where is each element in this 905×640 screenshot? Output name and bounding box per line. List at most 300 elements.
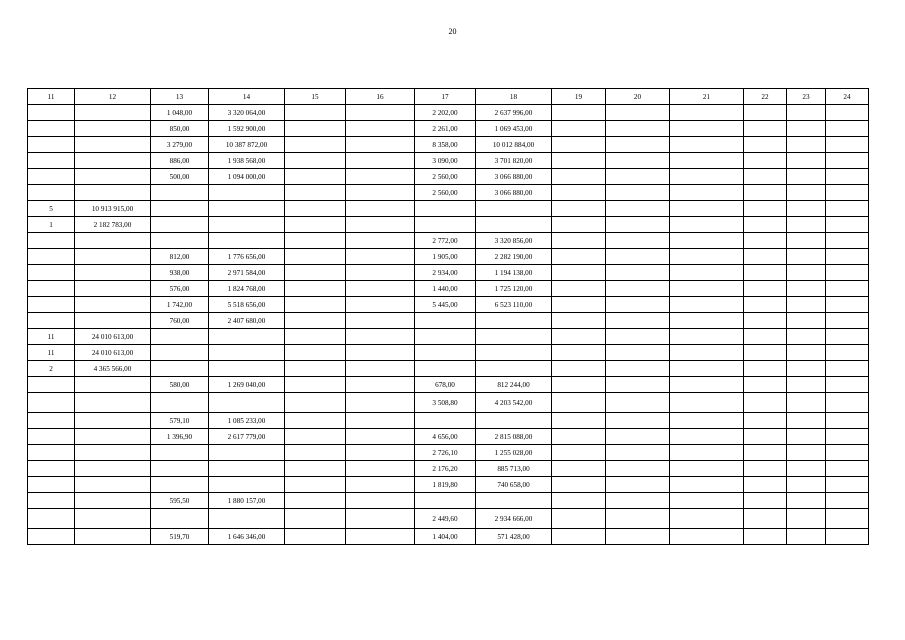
table-cell: 2 726,10 [415, 445, 476, 461]
table-cell: 1 085 233,00 [209, 413, 285, 429]
table-cell: 2 176,20 [415, 461, 476, 477]
table-row [28, 477, 869, 493]
table-cell [744, 121, 787, 137]
table-cell [787, 121, 826, 137]
table-cell [826, 281, 869, 297]
table-cell: 1 194 138,00 [476, 265, 552, 281]
table-row [28, 297, 869, 313]
table-cell [346, 313, 415, 329]
table-cell: 1 269 040,00 [209, 377, 285, 393]
table-cell: 11 [28, 345, 75, 361]
table-cell [75, 281, 151, 297]
table-cell [552, 121, 606, 137]
table-cell: 576,00 [151, 281, 209, 297]
table-cell: 812 244,00 [476, 377, 552, 393]
table-cell [826, 265, 869, 281]
table-cell: 1 824 768,00 [209, 281, 285, 297]
table-cell: 2 182 783,00 [75, 217, 151, 233]
table-cell: 5 445,00 [415, 297, 476, 313]
table-cell [744, 313, 787, 329]
table-cell: 1 776 656,00 [209, 249, 285, 265]
table-row [28, 361, 869, 377]
table-cell [552, 509, 606, 529]
table-cell: 2 815 088,00 [476, 429, 552, 445]
table-cell [744, 217, 787, 233]
table-cell [787, 461, 826, 477]
table-cell [826, 169, 869, 185]
table-cell [346, 509, 415, 529]
table-cell [787, 313, 826, 329]
table-cell [346, 477, 415, 493]
table-cell [787, 493, 826, 509]
table-cell: 1 [28, 217, 75, 233]
table-cell [787, 445, 826, 461]
table-cell [552, 297, 606, 313]
table-cell [606, 461, 670, 477]
table-cell [670, 445, 744, 461]
table-cell [285, 493, 346, 509]
table-cell [28, 265, 75, 281]
table-cell: 3 320 064,00 [209, 105, 285, 121]
table-cell [75, 313, 151, 329]
table-cell [826, 329, 869, 345]
table-cell [285, 429, 346, 445]
table-cell [209, 201, 285, 217]
table-cell [28, 169, 75, 185]
table-cell [28, 493, 75, 509]
table-cell [670, 249, 744, 265]
table-cell [285, 281, 346, 297]
table-cell [606, 329, 670, 345]
table-cell [670, 169, 744, 185]
table-cell [28, 461, 75, 477]
table-cell [826, 413, 869, 429]
table-cell [415, 313, 476, 329]
table-cell [151, 217, 209, 233]
table-cell [28, 249, 75, 265]
table-cell: 2 934 666,00 [476, 509, 552, 529]
table-cell [285, 361, 346, 377]
table-cell [346, 281, 415, 297]
table-cell: 11 [28, 329, 75, 345]
table-cell [826, 529, 869, 545]
table-cell [826, 377, 869, 393]
table-row [28, 529, 869, 545]
table-cell: 4 656,00 [415, 429, 476, 445]
table-cell [75, 477, 151, 493]
table-cell [552, 153, 606, 169]
table-cell [552, 281, 606, 297]
table-cell [75, 429, 151, 445]
table-cell [151, 445, 209, 461]
table-cell [75, 265, 151, 281]
table-cell [285, 313, 346, 329]
table-cell [606, 281, 670, 297]
table-cell [744, 493, 787, 509]
table-cell [285, 529, 346, 545]
table-cell [285, 169, 346, 185]
table-cell [415, 217, 476, 233]
table-cell: 1 905,00 [415, 249, 476, 265]
table-cell [346, 121, 415, 137]
table-cell [826, 137, 869, 153]
table-cell: 812,00 [151, 249, 209, 265]
table-cell [346, 529, 415, 545]
table-cell [787, 249, 826, 265]
table-cell [346, 217, 415, 233]
table-cell [209, 445, 285, 461]
table-cell [787, 105, 826, 121]
table-cell [552, 393, 606, 413]
column-header: 20 [606, 89, 670, 105]
table-cell [606, 377, 670, 393]
table-cell [606, 201, 670, 217]
table-cell [826, 153, 869, 169]
table-cell [476, 217, 552, 233]
table-cell [606, 169, 670, 185]
table-cell [346, 233, 415, 249]
table-cell [209, 345, 285, 361]
table-cell [28, 429, 75, 445]
column-header: 12 [75, 89, 151, 105]
table-cell [209, 393, 285, 413]
table-cell [744, 185, 787, 201]
table-cell: 10 012 884,00 [476, 137, 552, 153]
table-cell [151, 345, 209, 361]
table-cell [209, 329, 285, 345]
table-cell: 2 971 584,00 [209, 265, 285, 281]
table-row [28, 377, 869, 393]
table-cell [28, 297, 75, 313]
table-cell [285, 265, 346, 281]
table-cell: 5 [28, 201, 75, 217]
table-cell [787, 429, 826, 445]
table-cell [346, 377, 415, 393]
table-cell [670, 461, 744, 477]
table-cell [552, 445, 606, 461]
table-cell [415, 361, 476, 377]
table-cell [346, 329, 415, 345]
table-cell [552, 201, 606, 217]
table-cell [552, 313, 606, 329]
table-row [28, 105, 869, 121]
table-cell: 3 090,00 [415, 153, 476, 169]
column-header: 24 [826, 89, 869, 105]
table-cell [151, 233, 209, 249]
table-cell [670, 217, 744, 233]
table-cell [670, 265, 744, 281]
table-cell [787, 377, 826, 393]
column-header: 21 [670, 89, 744, 105]
table-cell: 8 358,00 [415, 137, 476, 153]
table-cell: 2 560,00 [415, 185, 476, 201]
table-cell [670, 105, 744, 121]
table-cell [346, 105, 415, 121]
table-cell [670, 345, 744, 361]
table-cell [552, 429, 606, 445]
column-header: 16 [346, 89, 415, 105]
table-cell [744, 413, 787, 429]
table-cell [787, 153, 826, 169]
table-cell [670, 413, 744, 429]
table-cell [744, 265, 787, 281]
table-cell [826, 445, 869, 461]
table-cell [670, 185, 744, 201]
table-cell [75, 185, 151, 201]
table-cell: 1 938 568,00 [209, 153, 285, 169]
table-cell [787, 361, 826, 377]
table-cell [670, 329, 744, 345]
table-cell [285, 153, 346, 169]
table-cell [415, 329, 476, 345]
table-cell [606, 297, 670, 313]
table-cell [285, 297, 346, 313]
table-cell [787, 233, 826, 249]
table-cell: 5 518 656,00 [209, 297, 285, 313]
table-cell [670, 361, 744, 377]
table-cell [670, 233, 744, 249]
table-cell [606, 429, 670, 445]
table-cell [28, 137, 75, 153]
table-cell [606, 249, 670, 265]
table-cell: 2 202,00 [415, 105, 476, 121]
table-cell [670, 281, 744, 297]
table-row [28, 413, 869, 429]
table-cell [28, 529, 75, 545]
table-cell [670, 493, 744, 509]
table-cell [28, 105, 75, 121]
table-cell [552, 461, 606, 477]
table-cell: 10 913 915,00 [75, 201, 151, 217]
table-cell [476, 345, 552, 361]
table-cell: 1 255 028,00 [476, 445, 552, 461]
table-cell [744, 153, 787, 169]
table-cell [744, 393, 787, 413]
table-cell: 579,10 [151, 413, 209, 429]
table-cell [75, 169, 151, 185]
table-cell [606, 153, 670, 169]
table-cell [606, 445, 670, 461]
table-cell: 3 320 856,00 [476, 233, 552, 249]
table-cell [552, 345, 606, 361]
table-cell: 1 742,00 [151, 297, 209, 313]
table-cell [209, 361, 285, 377]
table-cell [606, 393, 670, 413]
table-cell [670, 121, 744, 137]
table-cell [606, 121, 670, 137]
table-cell: 1 069 453,00 [476, 121, 552, 137]
table-cell [787, 281, 826, 297]
table-cell: 1 646 346,00 [209, 529, 285, 545]
table-cell: 4 365 566,00 [75, 361, 151, 377]
table-row [28, 153, 869, 169]
table-cell [826, 201, 869, 217]
table-cell [606, 105, 670, 121]
table-cell [606, 233, 670, 249]
table-cell [826, 121, 869, 137]
table-cell [75, 413, 151, 429]
table-cell [476, 313, 552, 329]
table-cell [346, 265, 415, 281]
table-cell: 1 404,00 [415, 529, 476, 545]
table-cell [209, 461, 285, 477]
table-cell [285, 329, 346, 345]
table-cell: 10 387 872,00 [209, 137, 285, 153]
page-number: 20 [448, 27, 457, 36]
table-cell [787, 393, 826, 413]
table-cell [606, 185, 670, 201]
table-cell [606, 217, 670, 233]
table-cell: 2 560,00 [415, 169, 476, 185]
table-cell [552, 265, 606, 281]
table-cell [346, 413, 415, 429]
table-row [28, 281, 869, 297]
table-cell [346, 393, 415, 413]
table-cell [744, 233, 787, 249]
table-cell: 2 407 680,00 [209, 313, 285, 329]
table-cell [670, 297, 744, 313]
table-cell [28, 281, 75, 297]
table-cell [75, 137, 151, 153]
table-cell [476, 493, 552, 509]
table-cell [285, 217, 346, 233]
table-cell [285, 105, 346, 121]
table-row [28, 233, 869, 249]
table-cell [606, 265, 670, 281]
table-cell [209, 217, 285, 233]
table-cell [415, 493, 476, 509]
table-cell [285, 345, 346, 361]
table-cell [670, 477, 744, 493]
table-row [28, 313, 869, 329]
table-cell [826, 345, 869, 361]
table-cell: 3 701 820,00 [476, 153, 552, 169]
table-cell [28, 377, 75, 393]
table-row [28, 393, 869, 413]
table-cell [151, 185, 209, 201]
table-cell [787, 477, 826, 493]
table-cell: 500,00 [151, 169, 209, 185]
table-row [28, 201, 869, 217]
table-cell [744, 345, 787, 361]
table-cell [744, 509, 787, 529]
table-row [28, 445, 869, 461]
table-row [28, 345, 869, 361]
table-cell [744, 329, 787, 345]
table-cell [552, 329, 606, 345]
table-cell [606, 413, 670, 429]
table-cell: 1 880 157,00 [209, 493, 285, 509]
column-header: 19 [552, 89, 606, 105]
table-cell: 1 819,80 [415, 477, 476, 493]
table-cell [787, 201, 826, 217]
table-cell [346, 429, 415, 445]
table-cell [552, 169, 606, 185]
table-cell [75, 529, 151, 545]
table-cell [476, 413, 552, 429]
table-cell [670, 153, 744, 169]
table-cell [552, 249, 606, 265]
table-cell [151, 393, 209, 413]
table-cell [151, 361, 209, 377]
table-cell [670, 529, 744, 545]
table-cell [606, 313, 670, 329]
table-row [28, 217, 869, 233]
table-cell [151, 329, 209, 345]
table-cell [787, 217, 826, 233]
table-cell [552, 529, 606, 545]
table-row [28, 249, 869, 265]
table-cell [285, 185, 346, 201]
table-cell [552, 137, 606, 153]
table-cell [75, 121, 151, 137]
table-cell: 3 279,00 [151, 137, 209, 153]
column-header: 11 [28, 89, 75, 105]
table-cell [606, 493, 670, 509]
table-cell [744, 249, 787, 265]
table-cell [744, 377, 787, 393]
table-cell [209, 509, 285, 529]
table-cell [552, 361, 606, 377]
table-cell [787, 265, 826, 281]
table-cell [670, 377, 744, 393]
table-cell [346, 445, 415, 461]
table-cell [826, 233, 869, 249]
table-cell: 595,50 [151, 493, 209, 509]
table-row [28, 493, 869, 509]
table-cell [346, 201, 415, 217]
table-cell: 2 617 779,00 [209, 429, 285, 445]
table-cell [476, 201, 552, 217]
table-cell [151, 477, 209, 493]
table-cell [787, 137, 826, 153]
table-row [28, 329, 869, 345]
table-cell [285, 121, 346, 137]
table-cell: 1 396,90 [151, 429, 209, 445]
table-cell [826, 477, 869, 493]
table-cell: 519,70 [151, 529, 209, 545]
table-cell [826, 461, 869, 477]
table-cell [346, 137, 415, 153]
table-cell [75, 153, 151, 169]
table-cell [826, 105, 869, 121]
table-cell [285, 137, 346, 153]
table-cell [606, 137, 670, 153]
table-cell: 1 440,00 [415, 281, 476, 297]
table-cell: 6 523 110,00 [476, 297, 552, 313]
table-cell [346, 153, 415, 169]
table-cell [285, 509, 346, 529]
table-cell [285, 393, 346, 413]
table-cell [151, 509, 209, 529]
column-header: 15 [285, 89, 346, 105]
table-row [28, 429, 869, 445]
table-cell [75, 509, 151, 529]
table-cell: 938,00 [151, 265, 209, 281]
table-cell [209, 477, 285, 493]
table-cell [346, 461, 415, 477]
table-cell [346, 169, 415, 185]
table-cell [28, 313, 75, 329]
table-cell [670, 201, 744, 217]
table-cell: 2 449,60 [415, 509, 476, 529]
column-header: 18 [476, 89, 552, 105]
table-cell [606, 529, 670, 545]
table-cell [826, 185, 869, 201]
table-cell [787, 329, 826, 345]
table-cell [285, 477, 346, 493]
table-cell [606, 361, 670, 377]
